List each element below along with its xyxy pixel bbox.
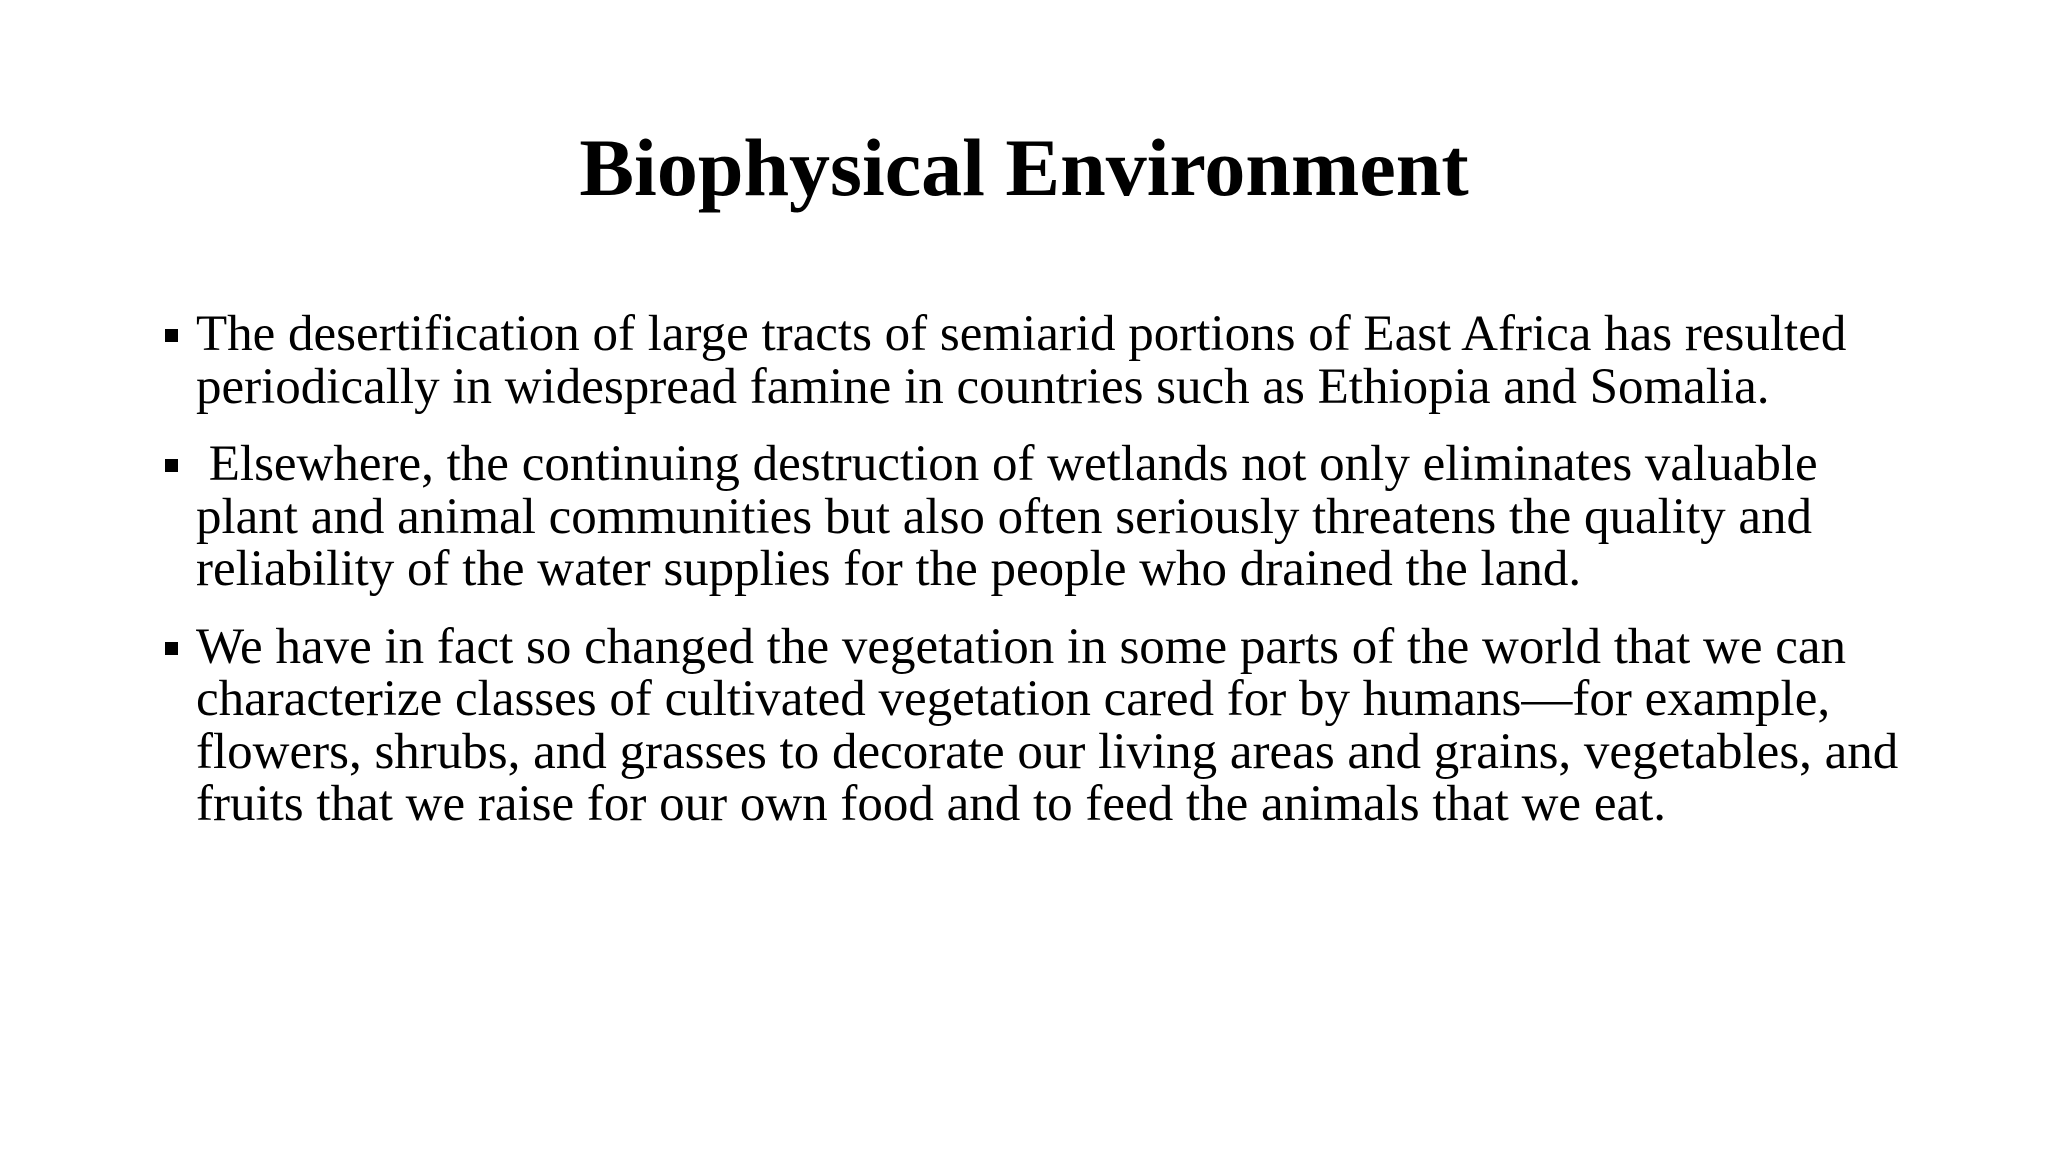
bullet-text: Elsewhere, the continuing destruction of wetlands not only eliminates valuable plant and animal communities but also often seriously threatens the quality and reliability of the water supplies for the people who drained the land.: [196, 436, 1831, 597]
bullet-text: We have in fact so changed the vegetation in some parts of the world that we can characterize classes of cultivated vegetation cared for by humans—for example, flowers, shrubs, and grasses to decorate our living areas and grains, vegetables, and fruits that we raise for our own food and to feed the animals that we eat.: [196, 618, 1899, 832]
bullet-item: [160, 308, 1920, 413]
bullet-item: [160, 438, 1920, 596]
bullet-item: [160, 618, 1920, 832]
square-bullet-icon: [165, 459, 178, 472]
square-bullet-icon: [165, 329, 178, 342]
square-bullet-icon: [165, 642, 178, 655]
bullet-list: [160, 308, 1920, 856]
slide-title: Biophysical Environment: [579, 122, 1469, 213]
bullet-text: The desertification of large tracts of semiarid portions of East Africa has resulted periodically in widespread famine in countries such as Ethiopia and Somalia.: [196, 306, 1847, 415]
